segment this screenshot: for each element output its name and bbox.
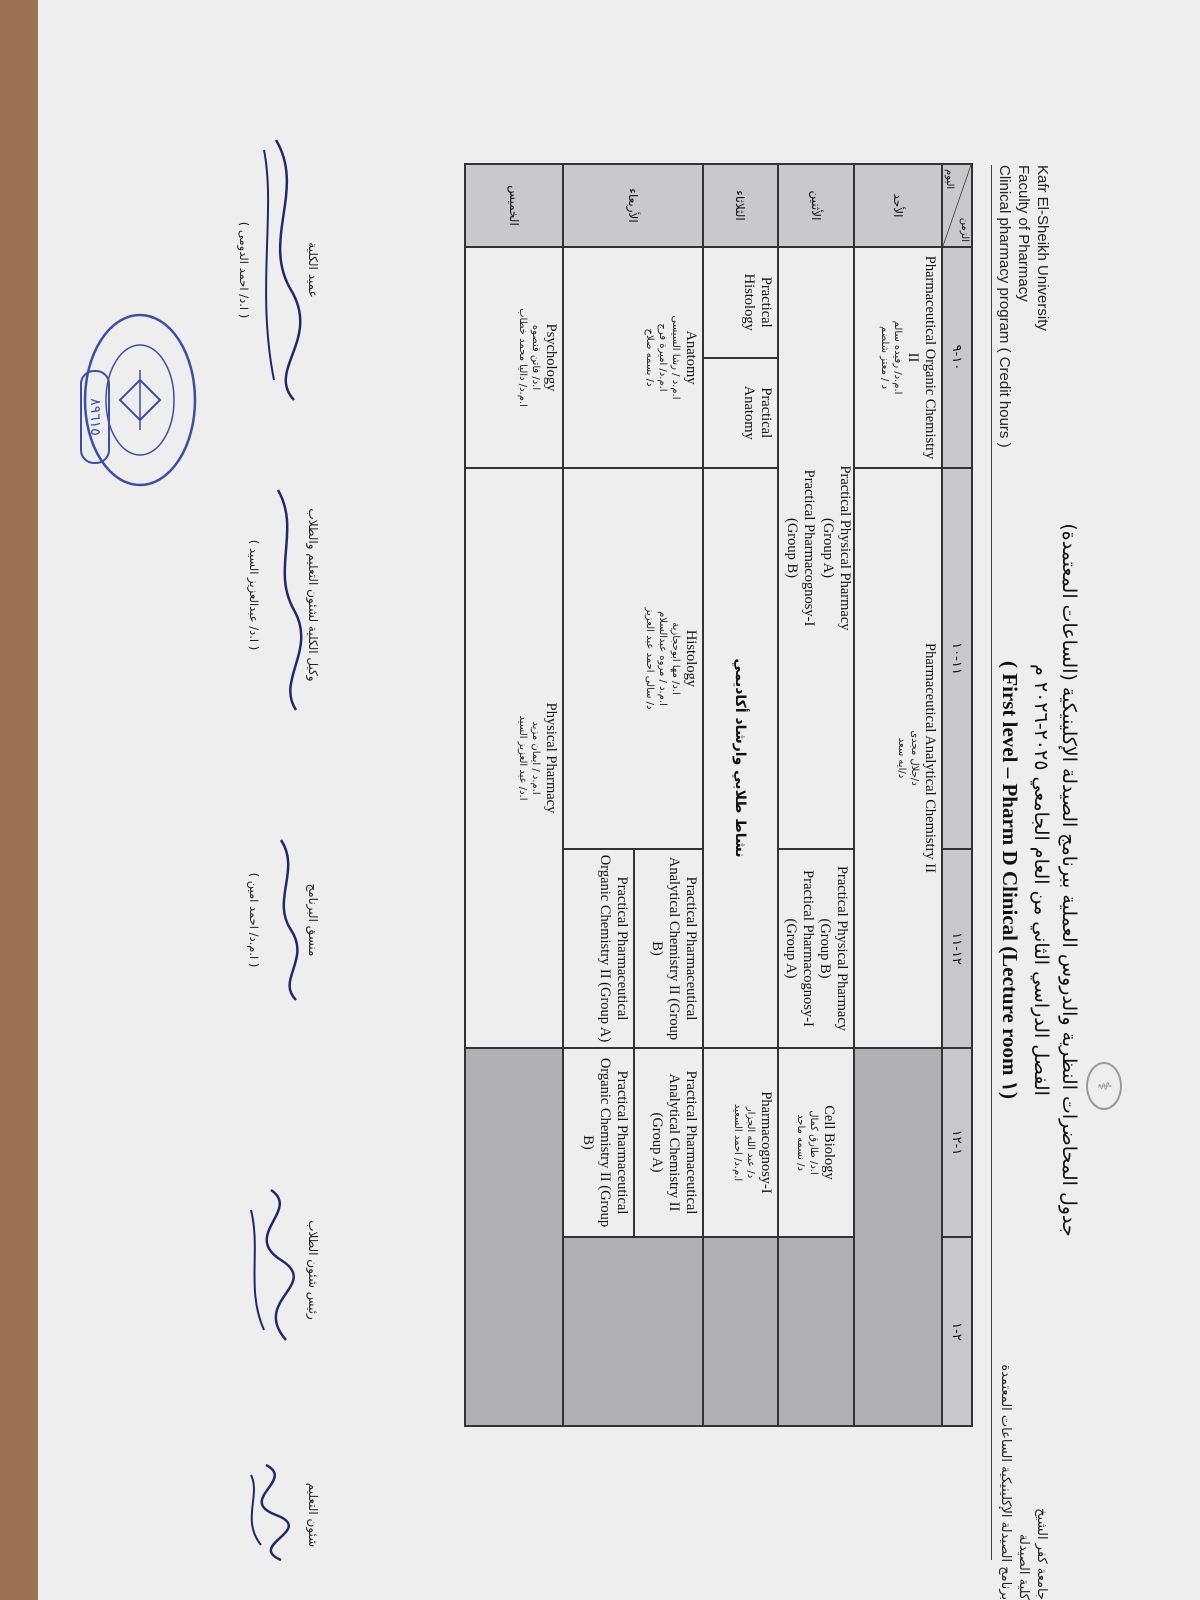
title-line-2: الفصل الدراسي الثاني من العام الجامعي ٢٠٢٥-٢٠٢٦ م — [1030, 664, 1052, 1096]
cell-tuesday-d — [703, 1048, 778, 1237]
staff-name: ا.م.د/ احمد السعيد — [732, 1103, 743, 1182]
staff-name: د/ايه سعد — [896, 737, 907, 779]
split-left — [704, 248, 777, 357]
signature-role: رئيس شئون الطلاب — [306, 1220, 320, 1320]
staff-name: د / معتز شلضم — [879, 325, 890, 390]
handwritten-signature-4 — [266, 450, 306, 730]
row-monday — [778, 164, 854, 1426]
staff-name: د/جلال مجدى — [909, 730, 920, 786]
signature-role: شئون التعليم — [306, 1482, 320, 1548]
split-right — [704, 357, 777, 468]
course-title: Pharmaceutical Organic Chemistry II — [905, 255, 938, 460]
corner-time-label: الزمن — [959, 217, 970, 242]
staff-name: د/ بسمه صلاح — [644, 328, 655, 387]
course-title: Practical Pharmaceutical Organic Chemistry II (Group A) — [597, 854, 630, 1043]
course-title: Practical Pharmaceutical Analytical Chemistry II (Group B) — [649, 856, 699, 1041]
cell-sunday-a — [854, 247, 942, 468]
signature-role: منسق البرنامج — [306, 883, 320, 957]
split-right — [779, 850, 853, 1047]
signature-role: وكيل الكلية لشئون التعليم والطلاب — [306, 508, 320, 682]
staff-name: د/ عبد الله الجزار — [745, 1106, 756, 1179]
cell-wednesday-d — [563, 1048, 703, 1237]
signature-name: ( ا.د/ احمد الدومى ) — [237, 221, 251, 319]
staff-name: ا.د/ مها ابوحجازية — [670, 622, 681, 695]
group-label: (Group B) — [817, 918, 833, 979]
staff-name: ا.م.د / ايمان مزيد — [530, 721, 541, 795]
course-title: Psychology — [543, 323, 559, 392]
cell-monday-empty — [778, 1237, 854, 1426]
course-title: Practical Physical Pharmacy — [834, 865, 850, 1032]
staff-name: ا.د/ طارق كمال — [808, 1110, 820, 1175]
university-en: Kafr El-Sheikh University — [1034, 165, 1051, 331]
lower-half — [593, 850, 633, 1047]
staff-name: د/ سالى احمد عبد العزيز — [644, 607, 655, 710]
program-ar: برنامج الصيدلة الإكلينيكية الساعات المعتمدة — [998, 1364, 1013, 1600]
rotated-document — [38, 0, 1200, 1600]
split-left — [779, 248, 853, 848]
paper-sheet — [38, 0, 1200, 1600]
course-title: Cell Biology — [821, 1105, 838, 1180]
staff-name: ا.د/ فاتن قنصوه — [530, 324, 541, 391]
time-slot-3: ١٢-١١ — [942, 849, 972, 1048]
faculty-en: Faculty of Pharmacy — [1015, 165, 1032, 302]
staff-name: ا.م.د/ داليا محمد خطاب — [517, 308, 528, 407]
corner-cell — [942, 164, 972, 247]
signature-block-4 — [247, 450, 320, 740]
handwritten-signature-2 — [226, 1180, 306, 1350]
course-title: Practical Physical Pharmacy — [837, 465, 853, 631]
cell-wednesday-c — [563, 849, 703, 1048]
staff-name: ا.م.د / مروه عبدالسلام — [657, 611, 668, 706]
course-title: Histology — [683, 629, 699, 688]
header-rule — [991, 165, 992, 1560]
staff-name: ا.م.د/ رفيده سالم — [892, 320, 903, 395]
row-sunday — [854, 164, 942, 1426]
group-label: (Group A) — [783, 918, 799, 979]
title-line-3: ( First level – Pharm D Clinical (Lecture room ١) — [998, 661, 1022, 1099]
split-cell — [564, 248, 702, 467]
row-thursday — [465, 164, 563, 1426]
signature-name: ( ا.د/ عبدالعزيز السيد ) — [247, 539, 261, 651]
course-title: Practical Pharmaceutical Organic Chemistry II (Group B) — [580, 1057, 630, 1228]
day-sunday: الأحد — [854, 164, 942, 247]
cell-monday-a — [778, 247, 854, 849]
cell-monday-b — [778, 849, 854, 1048]
split-left — [564, 248, 702, 467]
split-cell — [779, 248, 853, 848]
cell-wednesday-ab — [563, 247, 703, 468]
faculty-ar: كلية الصيدلة — [1016, 1533, 1031, 1600]
cell-thursday-b — [465, 468, 563, 1048]
course-title: Practical Anatomy — [741, 385, 774, 440]
row-tuesday — [703, 164, 778, 1426]
course-title: Practical Pharmacognosy-I — [801, 469, 817, 627]
cell-sunday-b — [854, 468, 942, 1048]
signature-role: عميد الكلية — [306, 242, 320, 298]
university-ar: جامعة كفر الشيخ — [1034, 1508, 1049, 1600]
signature-block-1 — [221, 1450, 320, 1580]
staff-name: ا.د/ عبد العزيز السيد — [517, 715, 528, 801]
handwritten-signature-1 — [226, 1450, 306, 1570]
time-slot-1: ١٠-٩ — [942, 247, 972, 468]
cell-tuesday-ab — [703, 247, 778, 468]
university-logo: ⚕ — [1086, 1062, 1122, 1110]
group-label: (Group A) — [820, 517, 836, 578]
cell-wednesday-b — [563, 468, 703, 849]
group-label: (Group B) — [784, 517, 800, 578]
time-slot-2: ١١-١٠ — [942, 468, 972, 849]
row-wednesday — [563, 164, 703, 1426]
cell-thursday-empty — [465, 1048, 563, 1426]
staff-name: ا.م.د/ اميرة فرج — [657, 323, 668, 392]
course-title: Practical Pharmacognosy-I — [800, 870, 816, 1027]
day-thursday: الخميس — [465, 164, 563, 247]
title-line-1: جدول المحاضرات النظرية والدروس العملية ببرنامج الصيدلة الإكلينيكية (الساعات المعتمدة) — [1058, 523, 1080, 1237]
cell-monday-c — [778, 1048, 854, 1237]
signature-block-3 — [247, 820, 320, 1020]
day-tuesday: الثلاثاء — [703, 164, 778, 247]
corner-day-label: اليوم — [944, 169, 955, 190]
course-title: Anatomy — [683, 330, 699, 385]
program-en: Clinical pharmacy program ( Credit hours ) — [996, 165, 1013, 448]
day-monday: الأثنين — [778, 164, 854, 247]
signature-name: ( ا.م.د/ احمد امين ) — [247, 872, 261, 968]
staff-name: د/ نسمه ماجد — [795, 1114, 807, 1171]
handwritten-signature-3 — [266, 820, 306, 1010]
time-header-row — [942, 164, 972, 1426]
upper-half — [633, 850, 702, 1047]
upper-half — [633, 1049, 702, 1236]
course-title: Practical Histology — [741, 273, 774, 331]
schedule-table — [464, 163, 973, 1427]
stamp-number: ٨٩٦١٥ — [80, 370, 110, 464]
course-title: Physical Pharmacy — [543, 702, 559, 814]
cell-tuesday-activity: نشاط طلابي وارشاد أكاديمي — [703, 468, 778, 1048]
course-title: Pharmacognosy-I — [758, 1091, 774, 1194]
lower-half — [576, 1049, 633, 1236]
cell-wednesday-empty — [563, 1237, 703, 1426]
signature-block-2 — [221, 1180, 320, 1360]
cell-tuesday-empty — [703, 1237, 778, 1426]
handwritten-signature-5 — [256, 120, 306, 410]
course-title: Practical Pharmaceutical Analytical Chemistry II (Group A) — [649, 1070, 699, 1215]
time-slot-4: ١-١٢ — [942, 1048, 972, 1237]
cell-thursday-a — [465, 247, 563, 468]
time-slot-5: ٢-١ — [942, 1237, 972, 1426]
course-title: Pharmaceutical Analytical Chemistry II — [922, 643, 938, 873]
signature-block-5 — [237, 120, 320, 420]
split-cell — [704, 248, 777, 467]
day-wednesday: الأربعاء — [563, 164, 703, 247]
cell-sunday-empty — [854, 1048, 942, 1426]
staff-name: ا.م.د / رشا السيسى — [670, 315, 681, 400]
